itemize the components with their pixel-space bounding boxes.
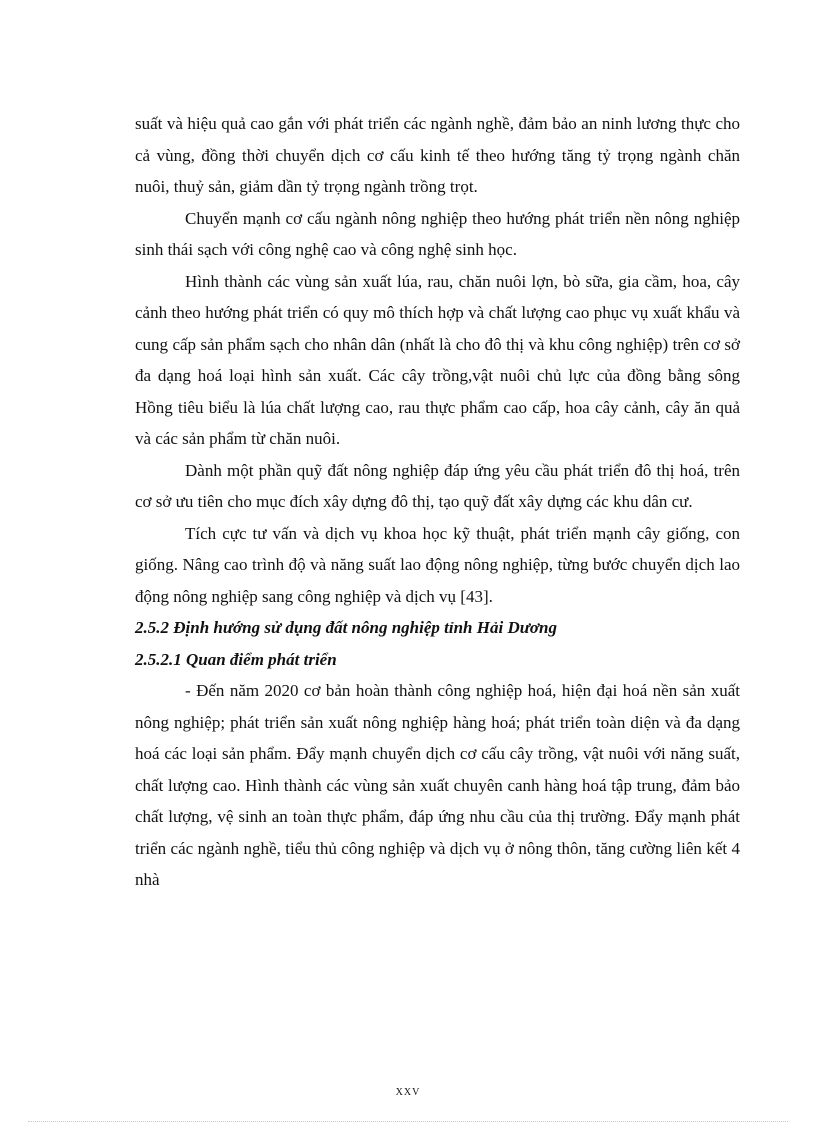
paragraph-agriculture-restructuring: Chuyển mạnh cơ cấu ngành nông nghiệp theo hướng phát triển nền nông nghiệp sinh thái sạch với công nghệ cao và công nghệ sinh học. xyxy=(135,208,740,259)
paragraph-development-viewpoint: - Đến năm 2020 cơ bản hoàn thành công nghiệp hoá, hiện đại hoá nền sản xuất nông nghiệp; phát triển sản xuất nông nghiệp hàng hoá; phát triển toàn diện và đa dạng hoá các loại sản phẩm. Đẩy mạnh chuyển dịch cơ cấu cây trồng, vật nuôi với năng suất, chất lượng cao. Hình thành các vùng sản xuất chuyên canh hàng hoá tập trung, đảm bảo chất lượng, vệ sinh an toàn thực phẩm, đáp ứng nhu cầu của thị trường. Đẩy mạnh phát triển các ngành nghề, tiểu thủ công nghiệp và dịch vụ ở nông thôn, tăng cường liên kết 4 nhà xyxy=(135,681,740,889)
document-body xyxy=(135,108,740,896)
section-heading: 2.5.2 Định hướng sử dụng đất nông nghiệp tỉnh Hải Dương xyxy=(135,618,557,637)
paragraph-continuation: suất và hiệu quả cao gắn với phát triển các ngành nghề, đảm bảo an ninh lương thực cho cả vùng, đồng thời chuyển dịch cơ cấu kinh tế theo hướng tăng tỷ trọng ngành chăn nuôi, thuỷ sản, giảm dần tỷ trọng ngành trồng trọt. xyxy=(135,114,740,196)
page-number: xxv xyxy=(395,1084,421,1099)
paragraph-technical-services: Tích cực tư vấn và dịch vụ khoa học kỹ thuật, phát triển mạnh cây giống, con giống. Nâng cao trình độ và năng suất lao động nông nghiệp, từng bước chuyển dịch lao động nông nghiệp sang công nghiệp và dịch vụ [43]. xyxy=(135,523,740,606)
subsection-heading: 2.5.2.1 Quan điểm phát triển xyxy=(135,649,337,669)
paragraph-production-zones: Hình thành các vùng sản xuất lúa, rau, chăn nuôi lợn, bò sữa, gia cầm, hoa, cây cảnh theo hướng phát triển có quy mô thích hợp và chất lượng cao phục vụ xuất khẩu và cung cấp sản phẩm sạch cho nhân dân (nhất là cho đô thị và khu công nghiệp) trên cơ sở đa dạng hoá loại hình sản xuất. Các cây trồng,vật nuôi chủ lực của đồng bằng sông Hồng tiêu biểu là lúa chất lượng cao, rau thực phẩm cao cấp, hoa cây cảnh, cây ăn quả và các sản phẩm từ chăn nuôi. xyxy=(135,271,740,448)
footer-divider xyxy=(28,1121,788,1122)
paragraph-land-fund: Dành một phần quỹ đất nông nghiệp đáp ứng yêu cầu phát triển đô thị hoá, trên cơ sở ưu tiên cho mục đích xây dựng đô thị, tạo quỹ đất xây dựng các khu dân cư. xyxy=(135,460,740,511)
